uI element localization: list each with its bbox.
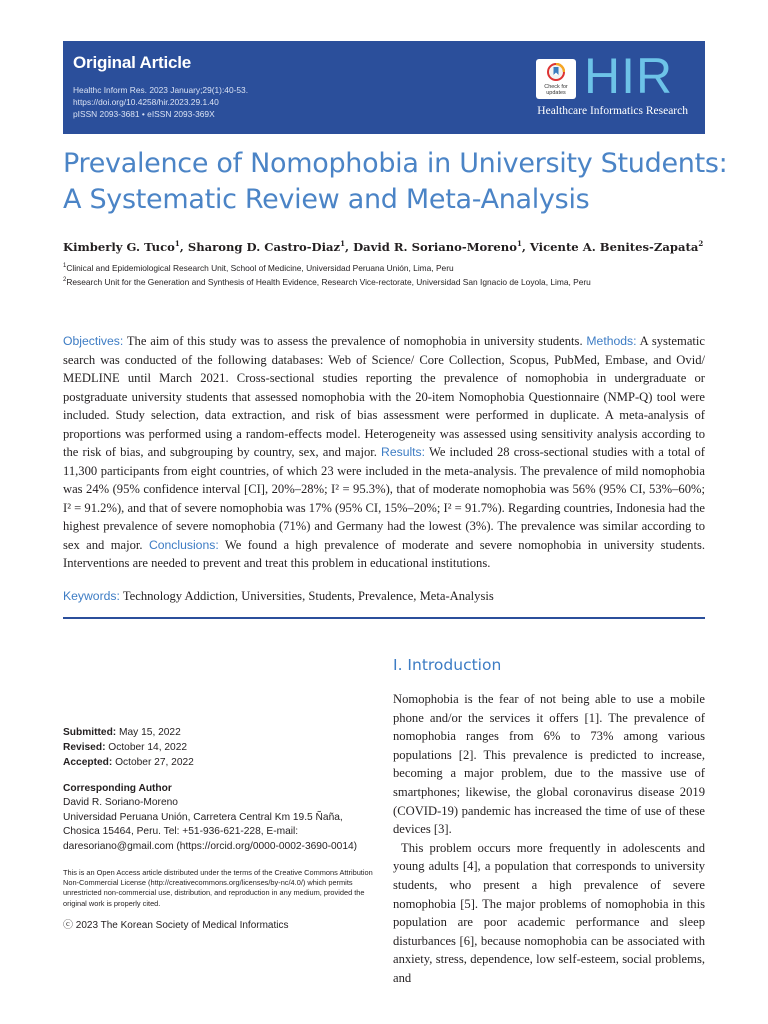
journal-logo: HIR <box>584 48 674 104</box>
check-updates-icon <box>547 63 565 81</box>
affiliation-marker: 1 <box>340 239 345 248</box>
corresponding-address: Universidad Peruana Unión, Carretera Central Km 19.5 Ñaña, Chosica 15464, Peru. Tel: +51-936-621-228, E-mail: daresoriano@gmail.com (https://orcid.org/0000-0002-3690-0014) <box>63 811 358 852</box>
introduction-heading: I. Introduction <box>393 656 502 674</box>
issn: pISSN 2093-3681 • eISSN 2093-369X <box>73 109 215 119</box>
intro-paragraph: This problem occurs more frequently in adolescents and young adults [4], a population that corresponds to university students, who present a high prevalence of severe nomophobia [5]. The major problems of nomophobia in this population are poor academic performance and sleep disturbances [6], because nomophobia can be associated with anxiety, stress, dependence, low self-esteem, social problems, and <box>393 840 705 985</box>
keywords <box>63 589 705 604</box>
abstract <box>63 332 705 573</box>
conclusions-label: Conclusions: <box>148 537 219 552</box>
author-name: Kimberly G. Tuco <box>63 239 175 254</box>
submitted-date: May 15, 2022 <box>116 727 181 738</box>
author-name: Vicente A. Benites-Zapata <box>529 239 699 254</box>
affiliation: $^2$Research Unit for the Generation and Synthesis of Health Evidence, Research Vice-rectorate, Universidad San Ignacio de Loyola, Lima, Peru <box>63 276 591 287</box>
doi-link[interactable]: https://doi.org/10.4258/hir.2023.29.1.40 <box>73 97 219 107</box>
corresponding-heading: Corresponding Author <box>63 783 172 794</box>
citation-meta <box>73 84 248 120</box>
journal-banner <box>63 41 705 134</box>
revised-label: Revised: <box>63 742 106 753</box>
methods-text: A systematic search was conducted of the following databases: Web of Science/ Core Collection, Scopus, PubMed, Embase, and Ovid/ MEDLINE until March 2021. Cross-sectional studies reporting the prevalence of nomophobia in undergraduate or postgraduate university students that assessed nomophobia with the 20-item Nomophobia Questionnaire (NMP-Q) tool were included. Study selection, data extraction, and risk of bias assessment were performed in duplicate. A meta-analysis of proportions was performed using a random-effects model. Heterogeneity was assessed using sensitivity analysis according to the risk of bias, and subgrouping by country, sex, and major. <box>63 334 705 459</box>
results-label: Results: <box>381 445 426 459</box>
citation: Healthc Inform Res. 2023 January;29(1):40-53. <box>73 85 249 95</box>
affiliation-marker: 1 <box>516 239 522 248</box>
submitted-label: Submitted: <box>63 727 117 738</box>
introduction-body <box>393 690 705 988</box>
article-title: Prevalence of Nomophobia in University Students: A Systematic Review and Meta-Analysis <box>63 148 728 215</box>
copyright-notice: ⓒ 2023 The Korean Society of Medical Informatics <box>63 920 289 931</box>
intro-paragraph: Nomophobia is the fear of not being able to use a mobile phone and/or the services it offers [1]. The prevalence of nomophobia ranges from 6% to 73% among various populations [2]. This prevalence is predicted to increase, becoming a major problem, due to the massive use of smartphones; likewise, the global coronavirus disease 2019 (COVID-19) pandemic has increased the time of use of these devices [3]. <box>393 692 705 837</box>
accepted-label: Accepted: <box>63 757 113 768</box>
submission-dates <box>63 725 381 770</box>
keywords-label: Keywords: <box>63 589 120 603</box>
accepted-date: October 27, 2022 <box>112 757 194 768</box>
affiliations <box>63 260 743 288</box>
corresponding-name: David R. Soriano-Moreno <box>63 797 178 809</box>
affiliation-marker: 2 <box>698 239 704 248</box>
conclusions-text: We found a high prevalence of moderate and severe nomophobia in university students. Interventions are needed to prevent and treat this problem in educational institutions. <box>63 537 705 570</box>
corresponding-author <box>63 782 381 854</box>
affiliation-marker: 1 <box>174 239 180 248</box>
affiliation: $^1$Clinical and Epidemiological Research Unit, School of Medicine, Universidad Peruana Unión, Lima, Peru <box>63 262 454 273</box>
objectives-text: The aim of this study was to assess the prevalence of nomophobia in university students. <box>123 334 587 348</box>
section-divider <box>63 617 705 619</box>
author-list: Kimberly G. Tuco$^1$, Sharong D. Castro-Diaz$^1$, David R. Soriano-Moreno$^1$, Vicente A. Benites-Zapata$^2$ <box>63 239 704 254</box>
author-name: David R. Soriano-Moreno <box>353 239 517 254</box>
methods-label: Methods: <box>586 334 637 348</box>
check-updates-label: Check for updates <box>544 84 568 96</box>
results-text: We included 28 cross-sectional studies with a total of 11,300 participants from eight countries, of which 23 were included in the meta-analysis. The prevalence of mild nomophobia was 24% (95% confidence interval [CI], 20%–28%; I² = 95.3%), that of moderate nomophobia was 56% (95% CI, 53%–60%; I² = 91.2%), and that of severe nomophobia was 17% (95% CI, 15%–20%; I² = 91.7%). Regarding countries, Indonesia had the highest prevalence of severe nomophobia (71%) and Germany had the lowest (3%). The prevalence was similar according to sex and major. <box>63 445 705 552</box>
article-type: Original Article <box>73 53 192 72</box>
license-notice: This is an Open Access article distributed under the terms of the Creative Commons Attribution Non-Commercial License (http://creativecommons.org/licenses/by-nc/4.0/) which permits unrestricted non-commercial use, distribution, and reproduction in any medium, provided the original work is properly cited. <box>63 868 373 908</box>
check-for-updates-badge[interactable] <box>536 59 576 99</box>
keywords-text: Technology Addiction, Universities, Students, Prevalence, Meta-Analysis <box>119 589 494 603</box>
author-name: Sharong D. Castro-Diaz <box>187 239 341 254</box>
objectives-label: Objectives: <box>63 334 124 348</box>
journal-name: Healthcare Informatics Research <box>537 105 688 117</box>
revised-date: October 14, 2022 <box>105 742 188 753</box>
